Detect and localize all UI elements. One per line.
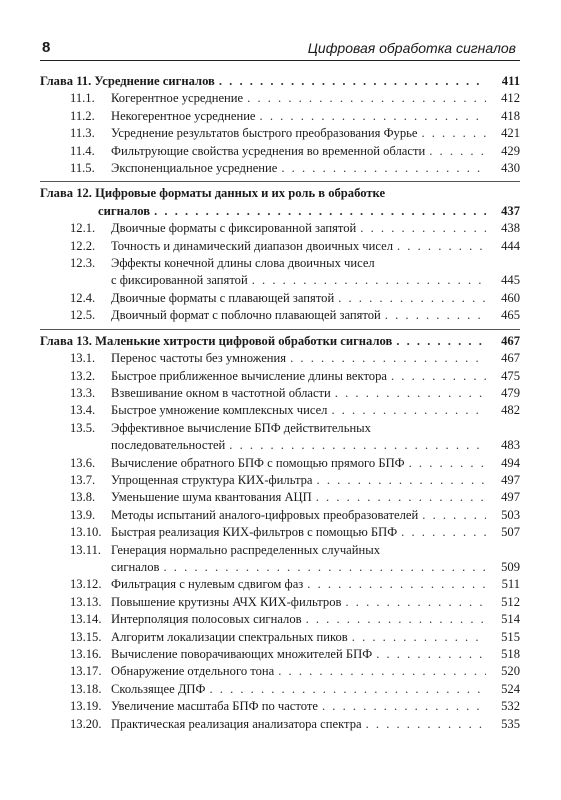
- section-number: 12.5.: [70, 308, 96, 323]
- section-number: 11.2.: [70, 108, 95, 123]
- section-title: Интерполяция полосовых сигналов: [111, 612, 302, 627]
- section-number: 12.4.: [70, 290, 96, 305]
- section-number: 13.2.: [70, 368, 96, 383]
- section-title: Экспоненциальное усреднение: [111, 161, 278, 176]
- toc-entry[interactable]: [40, 350, 520, 367]
- page-ref: 482: [501, 403, 520, 418]
- section-title: Перенос частоты без умножения: [111, 351, 287, 366]
- section-title: Увеличение масштаба БПФ по частоте: [111, 699, 318, 714]
- section-title: Эффекты конечной длины слова двоичных чисел: [111, 256, 375, 271]
- section-number: 13.11.: [70, 542, 102, 557]
- section-title: Упрощенная структура КИХ-фильтра: [111, 472, 313, 487]
- page-ref: 497: [501, 472, 520, 487]
- running-title: Цифровая обработка сигналов: [307, 40, 516, 56]
- section-number: 13.14.: [70, 612, 102, 627]
- leader-dots: [360, 220, 486, 237]
- section-title: Методы испытаний аналого-цифровых преобразователей: [111, 507, 419, 522]
- section-number: 13.12.: [70, 577, 102, 592]
- section-title: Двоичные форматы с фиксированной запятой: [111, 221, 357, 236]
- section-number: 12.3.: [70, 256, 96, 271]
- section-title: Фильтрация с нулевым сдвигом фаз: [111, 577, 304, 592]
- section-number: 13.3.: [70, 385, 96, 400]
- page-ref: 483: [501, 438, 520, 453]
- section-number: 11.1.: [70, 91, 95, 106]
- page-ref: 514: [501, 612, 520, 627]
- chapter-label: Глава 13.: [40, 333, 92, 348]
- toc-entry[interactable]: [40, 646, 520, 663]
- chapter-heading-continued[interactable]: [40, 203, 520, 220]
- section-title: Алгоритм локализации спектральных пиков: [111, 629, 348, 644]
- leader-dots: [229, 437, 486, 454]
- page-number: 8: [42, 39, 51, 56]
- page-ref: 421: [501, 126, 520, 141]
- page-ref: 520: [501, 664, 520, 679]
- page-ref: 444: [501, 238, 520, 253]
- page-ref: 412: [501, 91, 520, 106]
- section-number: 13.19.: [70, 699, 102, 714]
- section-title: Практическая реализация анализатора спектра: [111, 716, 362, 731]
- section-title-continued: сигналов: [111, 559, 160, 574]
- leader-dots: [290, 350, 486, 367]
- page-ref: 535: [501, 716, 520, 731]
- section-title: Когерентное усреднение: [111, 91, 244, 106]
- toc-entry[interactable]: [40, 108, 520, 125]
- section-number: 11.4.: [70, 143, 95, 158]
- toc-entry[interactable]: [40, 629, 520, 646]
- leader-dots: [154, 203, 486, 220]
- toc-entry[interactable]: [40, 524, 520, 541]
- leader-dots: [209, 681, 486, 698]
- section-title: Фильтрующие свойства усреднения во временной области: [111, 143, 426, 158]
- section-title: Быстрое умножение комплексных чисел: [111, 403, 328, 418]
- toc-entry[interactable]: [40, 681, 520, 698]
- leader-dots: [338, 290, 486, 307]
- leader-dots: [278, 663, 486, 680]
- section-title: Некогерентное усреднение: [111, 108, 256, 123]
- chapter-title-continued: сигналов: [98, 203, 151, 218]
- leader-dots: [322, 698, 486, 715]
- page-ref: 465: [501, 308, 520, 323]
- toc-entry[interactable]: [40, 220, 520, 237]
- leader-dots: [421, 125, 486, 142]
- page-ref: 467: [501, 333, 520, 348]
- chapter-title: Цифровые форматы данных и их роль в обработке: [95, 186, 386, 201]
- section-number: 12.2.: [70, 238, 96, 253]
- section-number: 13.18.: [70, 681, 102, 696]
- page-ref: 524: [501, 681, 520, 696]
- leader-dots: [429, 143, 486, 160]
- section-number: 11.3.: [70, 126, 95, 141]
- toc-entry[interactable]: [40, 160, 520, 177]
- table-of-contents: [40, 70, 520, 737]
- toc-entry[interactable]: [40, 472, 520, 489]
- chapter-11: [40, 70, 520, 182]
- page-ref: 411: [501, 74, 520, 88]
- toc-entry[interactable]: [40, 125, 520, 142]
- page-ref: 429: [501, 143, 520, 158]
- leader-dots: [345, 594, 486, 611]
- chapter-heading[interactable]: [40, 185, 520, 202]
- leader-dots: [219, 73, 486, 90]
- chapter-label: Глава 11.: [40, 74, 92, 88]
- leader-dots: [376, 646, 486, 663]
- leader-dots: [335, 385, 486, 402]
- section-title: Двоичный формат с поблочно плавающей запятой: [111, 308, 381, 323]
- leader-dots: [396, 333, 486, 350]
- page-ref: 511: [501, 577, 520, 592]
- section-title: Взвешивание окном в частотной области: [111, 385, 331, 400]
- toc-entry[interactable]: [40, 307, 520, 324]
- page-ref: 507: [501, 525, 520, 540]
- section-number: 13.13.: [70, 594, 102, 609]
- toc-entry[interactable]: [40, 90, 520, 107]
- leader-dots: [252, 272, 486, 289]
- section-number: 13.6.: [70, 455, 96, 470]
- toc-entry[interactable]: [40, 542, 520, 559]
- leader-dots: [422, 507, 486, 524]
- toc-entry[interactable]: [40, 402, 520, 419]
- toc-entry[interactable]: [40, 238, 520, 255]
- chapter-heading[interactable]: [40, 333, 520, 350]
- toc-entry[interactable]: [40, 698, 520, 715]
- toc-entry[interactable]: [40, 290, 520, 307]
- section-title: Генерация нормально распределенных случайных: [111, 542, 381, 557]
- leader-dots: [163, 559, 486, 576]
- toc-entry[interactable]: [40, 368, 520, 385]
- section-number: 13.8.: [70, 490, 96, 505]
- section-title: Вычисление обратного БПФ с помощью прямого БПФ: [111, 455, 405, 470]
- section-number: 12.1.: [70, 221, 96, 236]
- leader-dots: [366, 716, 486, 733]
- section-title: Быстрая реализация КИХ-фильтров с помощью БПФ: [111, 525, 398, 540]
- toc-entry[interactable]: [40, 507, 520, 524]
- leader-dots: [391, 368, 486, 385]
- page-ref: 437: [501, 203, 520, 218]
- toc-entry[interactable]: [40, 420, 520, 437]
- section-number: 13.4.: [70, 403, 96, 418]
- toc-entry[interactable]: [40, 594, 520, 611]
- toc-entry[interactable]: [40, 716, 520, 733]
- section-number: 13.10.: [70, 525, 102, 540]
- leader-dots: [331, 402, 486, 419]
- page-ref: 512: [501, 594, 520, 609]
- page-ref: 497: [501, 490, 520, 505]
- toc-entry[interactable]: [40, 455, 520, 472]
- section-title: Точность и динамический диапазон двоичных чисел: [111, 238, 393, 253]
- leader-dots: [316, 489, 486, 506]
- chapter-title: Маленькие хитрости цифровой обработки сигналов: [95, 333, 393, 348]
- section-number: 13.5.: [70, 420, 96, 435]
- section-title: Быстрое приближенное вычисление длины вектора: [111, 368, 387, 383]
- page-ref: 503: [501, 507, 520, 522]
- section-title-continued: последовательностей: [111, 438, 226, 453]
- section-title: Усреднение результатов быстрого преобразования Фурье: [111, 126, 418, 141]
- section-title: Уменьшение шума квантования АЦП: [111, 490, 312, 505]
- toc-entry[interactable]: [40, 489, 520, 506]
- leader-dots: [307, 576, 486, 593]
- section-title-continued: с фиксированной запятой: [111, 273, 248, 288]
- running-header: [40, 38, 520, 61]
- toc-entry[interactable]: [40, 385, 520, 402]
- chapter-label: Глава 12.: [40, 186, 92, 201]
- section-title: Эффективное вычисление БПФ действительных: [111, 420, 371, 435]
- toc-entry[interactable]: [40, 143, 520, 160]
- section-number: 13.1.: [70, 351, 96, 366]
- leader-dots: [397, 238, 486, 255]
- leader-dots: [385, 307, 486, 324]
- page-ref: 494: [501, 455, 520, 470]
- section-number: 13.15.: [70, 629, 102, 644]
- toc-entry-continued[interactable]: [40, 559, 520, 576]
- leader-dots: [260, 108, 486, 125]
- toc-entry[interactable]: [40, 576, 520, 593]
- toc-entry[interactable]: [40, 663, 520, 680]
- leader-dots: [352, 629, 486, 646]
- section-title: Повышение крутизны АЧХ КИХ-фильтров: [111, 594, 342, 609]
- page-ref: 518: [501, 647, 520, 661]
- toc-entry[interactable]: [40, 611, 520, 628]
- section-title: Скользящее ДПФ: [111, 681, 206, 696]
- section-title: Вычисление поворачивающих множителей БПФ: [111, 647, 373, 661]
- page-ref: 418: [501, 108, 520, 123]
- section-number: 13.17.: [70, 664, 102, 679]
- toc-entry[interactable]: [40, 255, 520, 272]
- chapter-12: [40, 182, 520, 329]
- chapter-13: [40, 330, 520, 737]
- leader-dots: [317, 472, 486, 489]
- page-ref: 467: [501, 351, 520, 366]
- leader-dots: [401, 524, 486, 541]
- section-number: 11.5.: [70, 161, 95, 176]
- section-number: 13.7.: [70, 472, 96, 487]
- section-title: Двоичные форматы с плавающей запятой: [111, 290, 335, 305]
- page-ref: 515: [501, 629, 520, 644]
- leader-dots: [306, 611, 486, 628]
- leader-dots: [281, 160, 486, 177]
- leader-dots: [409, 455, 486, 472]
- section-number: 13.9.: [70, 507, 96, 522]
- page-ref: 479: [501, 385, 520, 400]
- page-ref: 438: [501, 221, 520, 236]
- chapter-heading[interactable]: [40, 73, 520, 90]
- page-ref: 460: [501, 290, 520, 305]
- page-ref: 430: [501, 161, 520, 176]
- leader-dots: [247, 90, 486, 107]
- page-ref: 445: [501, 273, 520, 288]
- page-ref: 509: [501, 559, 520, 574]
- page-ref: 532: [501, 699, 520, 714]
- page-ref: 475: [501, 368, 520, 383]
- section-title: Обнаружение отдельного тона: [111, 664, 275, 679]
- section-number: 13.20.: [70, 716, 102, 731]
- chapter-title: Усреднение сигналов: [94, 74, 215, 88]
- toc-entry-continued[interactable]: [40, 437, 520, 454]
- toc-entry-continued[interactable]: [40, 272, 520, 289]
- section-number: 13.16.: [70, 647, 102, 661]
